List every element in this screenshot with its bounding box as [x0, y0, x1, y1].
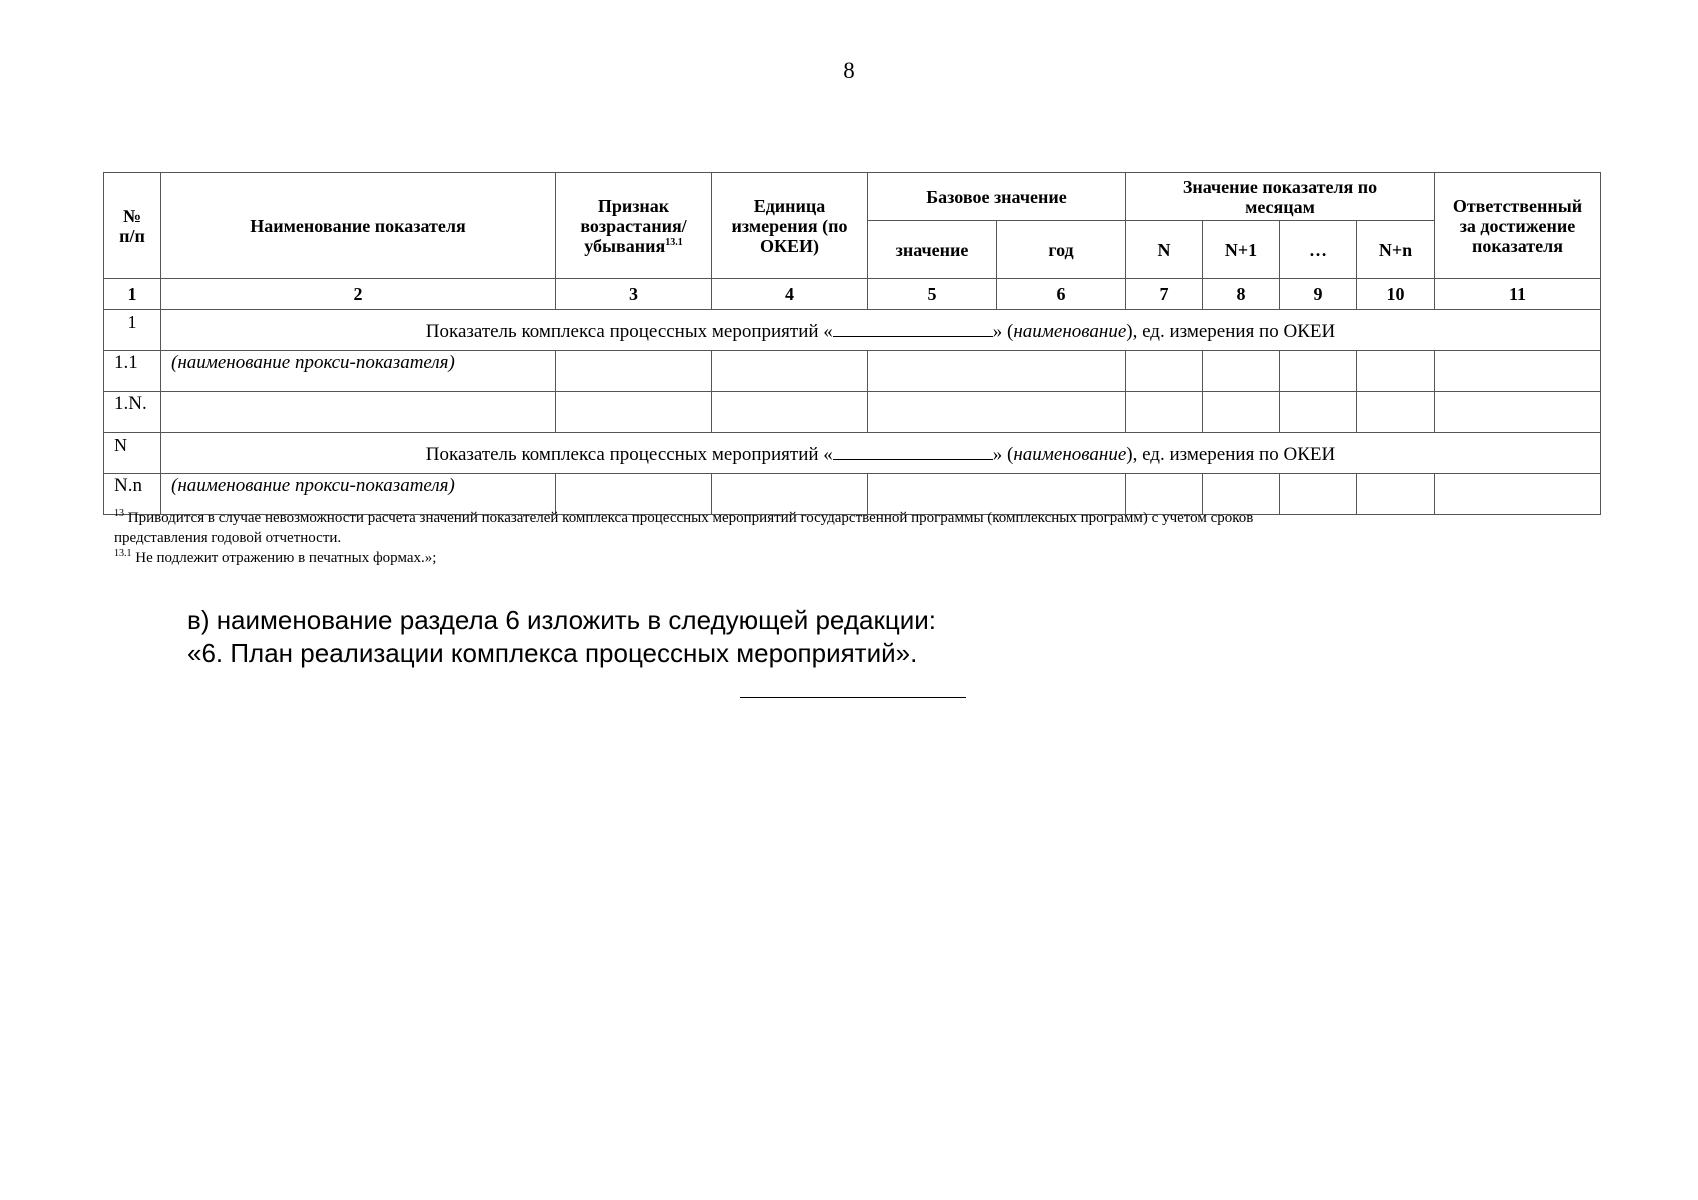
header-number-line2: п/п — [119, 225, 145, 246]
table-cell — [556, 392, 712, 433]
header-unit-line3: ОКЕИ) — [759, 235, 820, 256]
header-monthly-line1: Значение показателя по — [1182, 176, 1378, 197]
table-cell — [1126, 351, 1203, 392]
row-index: 1.1 — [104, 351, 161, 392]
row-index: 1 — [104, 310, 161, 351]
header-month-ellipsis: … — [1280, 221, 1357, 279]
header-base-value: Базовое значение — [868, 173, 1126, 221]
table-cell — [1435, 392, 1601, 433]
table-cell — [868, 392, 1126, 433]
blank-fill-line — [833, 320, 993, 337]
footnote-13-mark: 13 — [114, 508, 124, 519]
indicator-title-row — [161, 433, 1601, 474]
table-cell — [1126, 392, 1203, 433]
indicator-title-end: ), ед. измерения по ОКЕИ — [1126, 444, 1336, 465]
indicator-title-italic: наименование — [1013, 444, 1127, 465]
proxy-indicator-name: (наименование прокси-показателя) — [161, 351, 556, 392]
body-text — [187, 604, 936, 670]
body-line-2: «6. План реализации комплекса процессных мероприятий». — [187, 638, 918, 668]
table-row — [104, 433, 1601, 474]
column-number: 1 — [104, 279, 161, 310]
footnote-13-continuation: представления годовой отчетности. — [114, 530, 342, 546]
column-number: 4 — [712, 279, 868, 310]
header-responsible-line2: за достижение — [1459, 215, 1576, 236]
footnote-13 — [114, 508, 1594, 528]
header-unit — [712, 173, 868, 279]
column-number: 5 — [868, 279, 997, 310]
table-cell — [1280, 351, 1357, 392]
header-sign-line1: Признак — [597, 195, 670, 216]
header-base-value-year: год — [997, 221, 1126, 279]
header-month-n-plus-1: N+1 — [1203, 221, 1280, 279]
blank-fill-line — [833, 443, 993, 460]
column-number: 8 — [1203, 279, 1280, 310]
row-index: N.n — [104, 474, 161, 515]
row-index: 1.N. — [104, 392, 161, 433]
indicator-title-prefix: Показатель комплекса процессных мероприятий « — [425, 444, 833, 465]
column-number: 9 — [1280, 279, 1357, 310]
table-cell — [1280, 392, 1357, 433]
table-row — [104, 310, 1601, 351]
footnote-13-1-text: Не подлежит отражению в печатных формах.»; — [131, 550, 437, 566]
indicator-title-suffix: » ( — [992, 444, 1014, 465]
row-index: N — [104, 433, 161, 474]
indicator-title-row — [161, 310, 1601, 351]
indicator-title-prefix: Показатель комплекса процессных мероприятий « — [425, 321, 833, 342]
header-responsible-line3: показателя — [1472, 235, 1563, 256]
footnotes — [114, 508, 1594, 568]
indicator-title-suffix: » ( — [992, 321, 1014, 342]
table-cell — [712, 351, 868, 392]
table-cell — [1435, 351, 1601, 392]
header-sign-line3: убывания — [584, 235, 666, 256]
indicator-title-end: ), ед. измерения по ОКЕИ — [1126, 321, 1336, 342]
table-cell — [1203, 351, 1280, 392]
indicators-table — [103, 172, 1601, 515]
table-cell — [556, 351, 712, 392]
header-monthly-values — [1126, 173, 1435, 221]
header-responsible — [1435, 173, 1601, 279]
table-cell — [1357, 351, 1435, 392]
header-monthly-line2: месяцам — [1245, 196, 1315, 217]
column-number: 3 — [556, 279, 712, 310]
column-number: 10 — [1357, 279, 1435, 310]
footnote-13-1 — [114, 548, 1594, 568]
header-unit-line2: измерения (по — [731, 215, 848, 236]
page-number: 8 — [843, 58, 855, 83]
end-divider — [740, 697, 966, 698]
table-cell — [868, 351, 1126, 392]
header-month-n-plus-n: N+n — [1357, 221, 1435, 279]
table-cell — [1357, 392, 1435, 433]
header-number-line1: № — [122, 205, 142, 226]
table-row — [104, 351, 1601, 392]
table-cell — [712, 392, 868, 433]
header-month-n: N — [1126, 221, 1203, 279]
footnote-13-text: Приводится в случае невозможности расчета значений показателей комплекса процессных мероприятий государственной программы (комплексных программ) с учетом сроков — [124, 510, 1254, 526]
proxy-indicator-name: (наименование прокси-показателя) — [161, 474, 556, 515]
header-sign — [556, 173, 712, 279]
header-number — [104, 173, 161, 279]
header-sign-footnote-mark: 13.1 — [665, 236, 683, 248]
column-number: 2 — [161, 279, 556, 310]
column-number: 6 — [997, 279, 1126, 310]
header-responsible-line1: Ответственный — [1452, 195, 1583, 216]
header-sign-line2: возрастания/ — [580, 215, 687, 236]
body-line-1: в) наименование раздела 6 изложить в следующей редакции: — [187, 605, 936, 635]
column-number: 11 — [1435, 279, 1601, 310]
column-number: 7 — [1126, 279, 1203, 310]
header-base-value-value: значение — [868, 221, 997, 279]
footnote-13-1-mark: 13.1 — [114, 548, 132, 559]
table-cell — [161, 392, 556, 433]
table-row — [104, 392, 1601, 433]
column-numbers-row — [104, 279, 1601, 310]
header-unit-line1: Единица — [753, 195, 826, 216]
header-indicator-name: Наименование показателя — [161, 173, 556, 279]
table-cell — [1203, 392, 1280, 433]
indicator-title-italic: наименование — [1013, 321, 1127, 342]
